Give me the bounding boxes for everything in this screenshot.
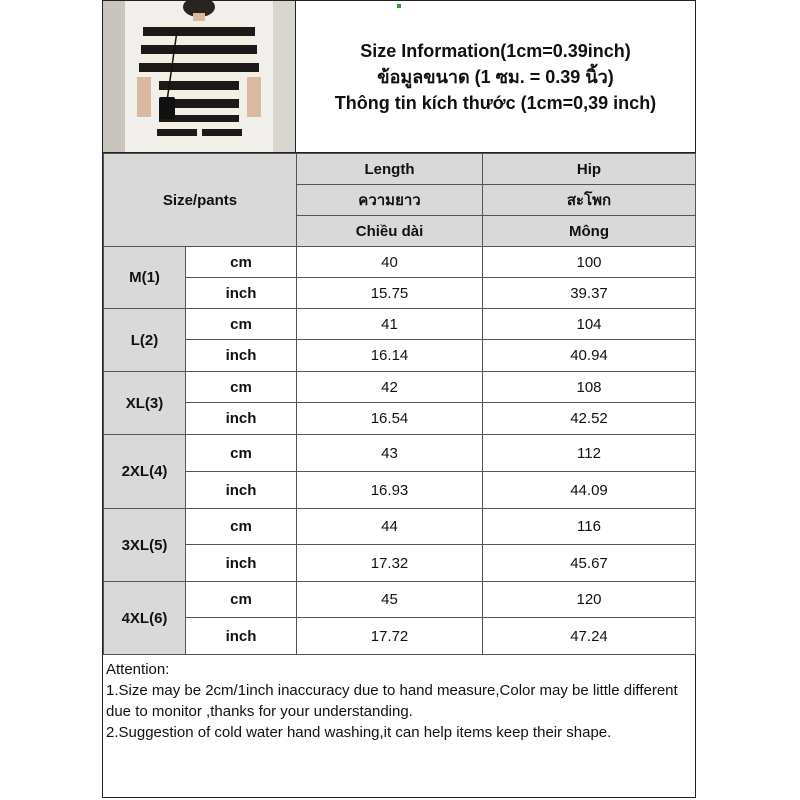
size-label: 3XL(5) — [104, 509, 186, 582]
length-cm-value: 45 — [297, 582, 483, 618]
unit-cm: cm — [186, 509, 297, 545]
length-cm-value: 40 — [297, 247, 483, 278]
size-label: XL(3) — [104, 372, 186, 435]
table-row — [104, 340, 696, 372]
hip-inch-value: 47.24 — [483, 618, 696, 655]
length-inch-value: 17.32 — [297, 545, 483, 582]
size-info-vietnamese: Thông tin kích thước (1cm=0,39 inch) — [334, 92, 657, 113]
unit-cm: cm — [186, 247, 297, 278]
hip-inch-value: 45.67 — [483, 545, 696, 582]
unit-inch: inch — [186, 278, 297, 309]
unit-cm: cm — [186, 372, 297, 403]
table-row — [104, 472, 696, 509]
table-row — [104, 509, 696, 545]
hip-inch-value: 44.09 — [483, 472, 696, 509]
hip-cm-value: 120 — [483, 582, 696, 618]
length-inch-value: 15.75 — [297, 278, 483, 309]
table-row — [104, 309, 696, 340]
hip-header-en: Hip — [483, 154, 696, 185]
hip-cm-value: 108 — [483, 372, 696, 403]
hip-inch-value: 40.94 — [483, 340, 696, 372]
attention-note-2: 2.Suggestion of cold water hand washing,it can help items keep their shape. — [106, 724, 612, 741]
length-cm-value: 41 — [297, 309, 483, 340]
size-label: M(1) — [104, 247, 186, 309]
table-row — [104, 435, 696, 472]
hip-cm-value: 104 — [483, 309, 696, 340]
hip-inch-value: 39.37 — [483, 278, 696, 309]
striped-outfit-image — [103, 1, 295, 152]
length-header-en: Length — [297, 154, 483, 185]
size-information-header — [296, 1, 695, 153]
unit-cm: cm — [186, 309, 297, 340]
hip-cm-value: 100 — [483, 247, 696, 278]
size-label: 2XL(4) — [104, 435, 186, 509]
unit-inch: inch — [186, 618, 297, 655]
length-cm-value: 42 — [297, 372, 483, 403]
attention-note-1: 1.Size may be 2cm/1inch inaccuracy due to hand measure,Color may be little different due to monitor ,thanks for your understanding. — [106, 682, 678, 720]
hip-header-th: สะโพก — [483, 185, 696, 216]
length-cm-value: 43 — [297, 435, 483, 472]
table-row — [104, 618, 696, 655]
hip-inch-value: 42.52 — [483, 403, 696, 435]
size-label: L(2) — [104, 309, 186, 372]
size-chart-sheet — [102, 0, 696, 798]
table-row — [104, 278, 696, 309]
attention-notes — [103, 657, 695, 745]
size-info-english: Size Information(1cm=0.39inch) — [360, 40, 631, 61]
size-info-thai: ข้อมูลขนาด (1 ซม. = 0.39 นิ้ว) — [377, 66, 614, 87]
hip-cm-value: 116 — [483, 509, 696, 545]
length-inch-value: 16.54 — [297, 403, 483, 435]
size-table — [103, 153, 696, 655]
product-photo — [103, 1, 296, 153]
hip-cm-value: 112 — [483, 435, 696, 472]
hip-header-vi: Mông — [483, 216, 696, 247]
size-pants-header: Size/pants — [104, 154, 297, 247]
unit-inch: inch — [186, 403, 297, 435]
unit-inch: inch — [186, 340, 297, 372]
unit-cm: cm — [186, 582, 297, 618]
table-row — [104, 403, 696, 435]
length-header-th: ความยาว — [297, 185, 483, 216]
unit-inch: inch — [186, 545, 297, 582]
length-header-vi: Chiều dài — [297, 216, 483, 247]
table-row — [104, 582, 696, 618]
length-inch-value: 16.14 — [297, 340, 483, 372]
length-inch-value: 16.93 — [297, 472, 483, 509]
unit-inch: inch — [186, 472, 297, 509]
length-cm-value: 44 — [297, 509, 483, 545]
length-inch-value: 17.72 — [297, 618, 483, 655]
unit-cm: cm — [186, 435, 297, 472]
table-row — [104, 247, 696, 278]
table-row — [104, 545, 696, 582]
size-label: 4XL(6) — [104, 582, 186, 655]
table-row — [104, 372, 696, 403]
attention-title: Attention: — [106, 661, 170, 678]
